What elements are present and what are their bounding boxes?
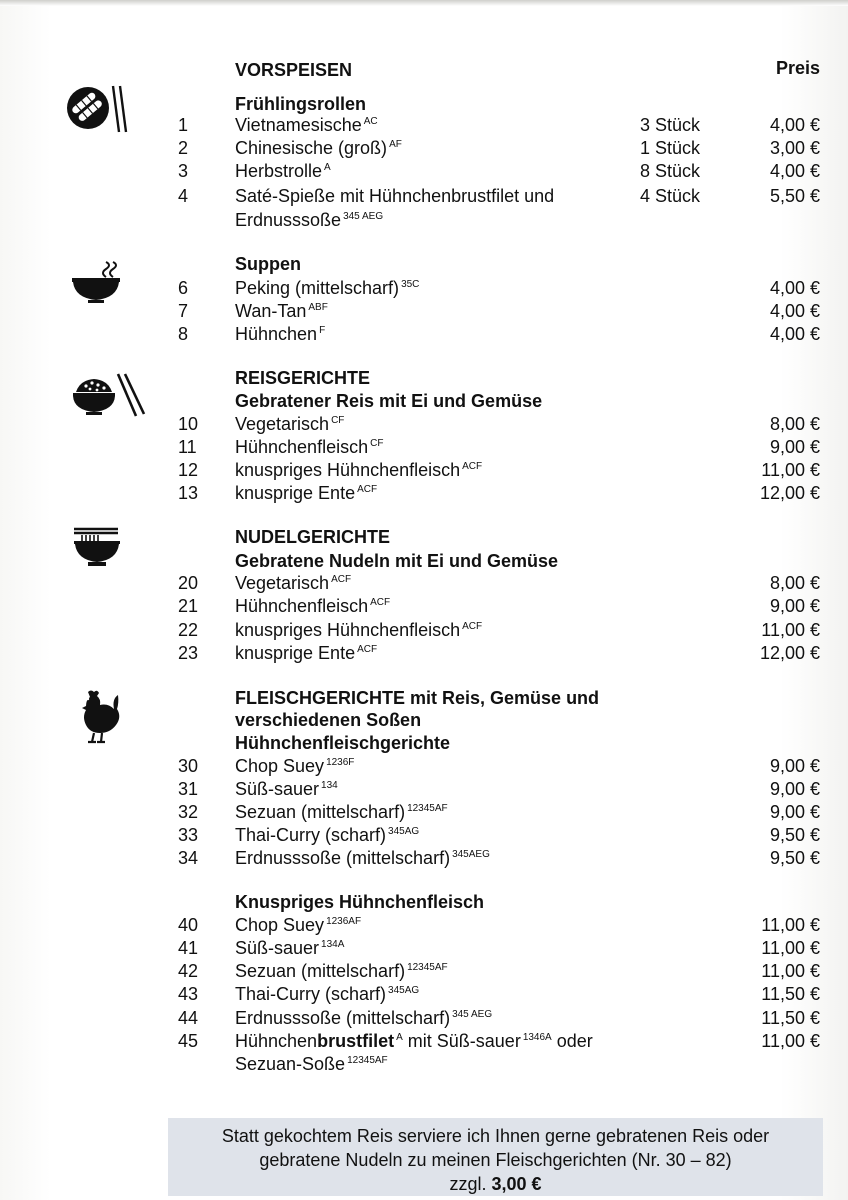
- note-line-1: Statt gekochtem Reis serviere ich Ihnen gerne gebratenen Reis oder: [221, 1126, 770, 1146]
- menu-item: [0, 984, 848, 1006]
- item-name-wrap: [235, 324, 325, 345]
- menu-item: [0, 186, 848, 208]
- menu-item: [0, 779, 848, 801]
- item-name: Erdnusssoße (mittelscharf): [235, 848, 451, 868]
- item-number: 33: [178, 825, 199, 845]
- item-price: 11,00 €: [761, 915, 820, 935]
- section-title-suppen: Suppen: [235, 254, 301, 274]
- item-price: 12,00 €: [759, 643, 820, 663]
- item-price: 4,00 €: [769, 278, 820, 298]
- allergen-codes: 345AEG: [452, 849, 490, 860]
- item-name-wrap: [235, 437, 383, 458]
- chicken-icon: [78, 688, 122, 746]
- section-title-reisgerichte: REISGERICHTE: [235, 368, 371, 388]
- subsection-title-huehnchenfleischgerichte: Hühnchenfleischgerichte: [235, 733, 451, 753]
- menu-item: [0, 1031, 848, 1053]
- item-price: 11,00 €: [761, 961, 820, 981]
- allergen-codes: 134A: [321, 939, 345, 950]
- menu-item: [0, 848, 848, 870]
- menu-item: [0, 483, 848, 505]
- item-name: Hühnchenfleisch: [235, 437, 369, 457]
- item-price: 11,00 €: [761, 620, 820, 640]
- item-price: 9,50 €: [769, 825, 820, 845]
- item-name-wrap: [235, 573, 351, 594]
- item-name-wrap: [235, 620, 482, 641]
- item-name-wrap: [235, 596, 390, 617]
- allergen-codes: ACF: [462, 461, 483, 472]
- item-number: 6: [178, 278, 189, 298]
- subsection-title-gebratene-nudeln: Gebratene Nudeln mit Ei und Gemüse: [235, 551, 559, 571]
- allergen-codes: 12345AF: [407, 962, 448, 973]
- menu-item: [0, 620, 848, 642]
- note-line-2: gebratene Nudeln zu meinen Fleischgerichten (Nr. 30 – 82): [259, 1150, 732, 1170]
- note-surcharge-price: 3,00 €: [491, 1174, 542, 1194]
- item-price: 11,00 €: [761, 460, 820, 480]
- item-name: Thai-Curry (scharf): [235, 984, 387, 1004]
- allergen-codes: 1236AF: [326, 916, 362, 927]
- item-price: 9,00 €: [769, 437, 820, 457]
- item-number: 20: [178, 573, 199, 593]
- item-price: 4,00 €: [769, 324, 820, 344]
- allergen-codes: A: [324, 162, 331, 173]
- item-price: 5,50 €: [769, 186, 820, 206]
- allergen-codes: AC: [363, 116, 378, 127]
- item-name-wrap: [235, 848, 490, 869]
- allergen-codes: 35C: [401, 279, 420, 290]
- item-number: 31: [178, 779, 199, 799]
- item-number: 42: [178, 961, 199, 981]
- item-name-wrap: [235, 643, 377, 664]
- item-number: 41: [178, 938, 199, 958]
- item-name-part: mit Süß-sauer: [407, 1031, 521, 1051]
- item-name-wrap: [235, 460, 482, 481]
- item-quantity: 8 Stück: [640, 161, 701, 181]
- item-number: 23: [178, 643, 199, 663]
- menu-item: [0, 161, 848, 183]
- item-number: 12: [178, 460, 199, 480]
- menu-item: [0, 825, 848, 847]
- item-name: knusprige Ente: [235, 483, 356, 503]
- noodle-bowl-icon: [72, 525, 122, 571]
- item-name: Chop Suey: [235, 915, 325, 935]
- item-number: 21: [178, 596, 199, 616]
- item-price: 12,00 €: [759, 483, 820, 503]
- item-price: 11,00 €: [761, 1031, 820, 1051]
- subsection-title-knuspriges-huehnchenfleisch: Knuspriges Hühnchenfleisch: [235, 892, 485, 912]
- item-quantity: 3 Stück: [640, 115, 701, 135]
- allergen-codes: ACF: [462, 621, 483, 632]
- item-number: 43: [178, 984, 199, 1004]
- item-number: 34: [178, 848, 199, 868]
- allergen-codes: ACF: [357, 484, 378, 495]
- item-number: 4: [178, 186, 189, 206]
- menu-item: [0, 301, 848, 323]
- item-name-wrap: [235, 210, 383, 231]
- allergen-codes: 12345AF: [347, 1055, 388, 1066]
- allergen-codes: 345AG: [388, 826, 420, 837]
- item-number: 7: [178, 301, 189, 321]
- allergen-codes: ABF: [308, 302, 328, 313]
- item-name-wrap: [235, 802, 448, 823]
- item-name: knuspriges Hühnchenfleisch: [235, 620, 461, 640]
- menu-item: [0, 460, 848, 482]
- item-name-wrap: [235, 483, 377, 504]
- allergen-codes: 1346A: [522, 1032, 552, 1043]
- item-number: 44: [178, 1008, 199, 1028]
- item-name-wrap: [235, 161, 331, 182]
- allergen-codes: 345 AEG: [343, 211, 384, 222]
- item-number: 3: [178, 161, 189, 181]
- item-price: 9,00 €: [769, 596, 820, 616]
- item-name: knuspriges Hühnchenfleisch: [235, 460, 461, 480]
- item-price: 8,00 €: [769, 414, 820, 434]
- item-name-wrap: [235, 1031, 593, 1052]
- item-number: 45: [178, 1031, 199, 1051]
- item-price: 11,50 €: [761, 1008, 820, 1028]
- item-name: Chop Suey: [235, 756, 325, 776]
- section-title-nudelgerichte: NUDELGERICHTE: [235, 527, 391, 547]
- item-name-wrap: [235, 301, 328, 322]
- menu-item: [0, 915, 848, 937]
- item-number: 13: [178, 483, 199, 503]
- item-number: 32: [178, 802, 199, 822]
- menu-item: [0, 938, 848, 960]
- allergen-codes: ACF: [331, 574, 352, 585]
- item-name-wrap: [235, 1008, 492, 1029]
- item-price: 8,00 €: [769, 573, 820, 593]
- item-name-wrap: [235, 984, 419, 1005]
- item-name-wrap: [235, 961, 448, 982]
- item-name: Saté-Spieße mit Hühnchenbrustfilet und: [235, 186, 555, 206]
- menu-item: [0, 596, 848, 618]
- menu-item: [0, 756, 848, 778]
- item-number: 2: [178, 138, 189, 158]
- allergen-codes: 345AG: [388, 985, 420, 996]
- menu-item: [0, 278, 848, 300]
- item-name: Erdnusssoße (mittelscharf): [235, 1008, 451, 1028]
- section-title-vorspeisen: VORSPEISEN: [235, 60, 353, 80]
- item-price: 11,50 €: [761, 984, 820, 1004]
- item-price: 9,50 €: [769, 848, 820, 868]
- item-name-wrap: [235, 115, 378, 136]
- item-name: Herbstrolle: [235, 161, 323, 181]
- item-name-wrap: [235, 278, 419, 299]
- allergen-codes: AF: [389, 139, 402, 150]
- rice-substitution-note: [168, 1118, 823, 1196]
- allergen-codes: 134: [321, 780, 338, 791]
- item-name: Vegetarisch: [235, 414, 330, 434]
- item-price: 9,00 €: [769, 779, 820, 799]
- item-name-part: oder: [556, 1031, 593, 1051]
- menu-item: [0, 573, 848, 595]
- item-name: Wan-Tan: [235, 301, 307, 321]
- item-name: Sezuan (mittelscharf): [235, 961, 406, 981]
- item-price: 4,00 €: [769, 115, 820, 135]
- item-name-wrap: [235, 138, 402, 159]
- item-quantity: 4 Stück: [640, 186, 701, 206]
- menu-item-continuation: [0, 210, 848, 232]
- allergen-codes: 1236F: [326, 757, 355, 768]
- item-price: 4,00 €: [769, 301, 820, 321]
- item-number: 11: [178, 437, 197, 457]
- item-name-wrap: [235, 825, 419, 846]
- allergen-codes: CF: [331, 415, 345, 426]
- item-name-wrap: [235, 414, 344, 435]
- item-name-wrap: [235, 915, 361, 936]
- allergen-codes: 12345AF: [407, 803, 448, 814]
- allergen-codes: ACF: [357, 644, 378, 655]
- item-number: 8: [178, 324, 189, 344]
- item-name: Chinesische (groß): [235, 138, 388, 158]
- menu-item: [0, 802, 848, 824]
- item-name-wrap: [235, 1054, 388, 1075]
- menu-item: [0, 1008, 848, 1030]
- note-line-3: [168, 1174, 823, 1195]
- item-number: 10: [178, 414, 199, 434]
- subsection-title-gebratener-reis: Gebratener Reis mit Ei und Gemüse: [235, 391, 543, 411]
- menu-item: [0, 138, 848, 160]
- item-number: 30: [178, 756, 199, 776]
- item-quantity: 1 Stück: [640, 138, 701, 158]
- item-name: Vegetarisch: [235, 573, 330, 593]
- note-surcharge-prefix: zzgl.: [449, 1174, 487, 1194]
- item-name-wrap: [235, 756, 354, 777]
- item-name: knusprige Ente: [235, 643, 356, 663]
- subsection-title-fruehlingsrollen: Frühlingsrollen: [235, 94, 367, 114]
- allergen-codes: ACF: [370, 597, 391, 608]
- section-title-fleischgerichte-line2: verschiedenen Soßen: [235, 710, 422, 730]
- menu-item: [0, 437, 848, 459]
- item-number: 40: [178, 915, 199, 935]
- page-edge: [0, 0, 848, 6]
- item-name: Thai-Curry (scharf): [235, 825, 387, 845]
- item-name-line2: Sezuan-Soße: [235, 1054, 346, 1074]
- menu-item: [0, 414, 848, 436]
- rice-bowl-chopsticks-icon: [70, 372, 148, 418]
- section-title-fleischgerichte: FLEISCHGERICHTE mit Reis, Gemüse und: [235, 688, 600, 708]
- menu-item: [0, 961, 848, 983]
- allergen-codes: CF: [370, 438, 384, 449]
- item-name: Peking (mittelscharf): [235, 278, 400, 298]
- item-name: Vietnamesische: [235, 115, 362, 135]
- item-name: Süß-sauer: [235, 779, 320, 799]
- item-price: 3,00 €: [769, 138, 820, 158]
- item-number: 1: [178, 115, 189, 135]
- item-name-line2: Erdnusssoße: [235, 210, 342, 230]
- item-name-wrap: [235, 779, 338, 800]
- menu-item: [0, 324, 848, 346]
- menu-item: [0, 115, 848, 137]
- allergen-codes: 345 AEG: [452, 1009, 493, 1020]
- item-price: 9,00 €: [769, 802, 820, 822]
- price-column-header: Preis: [775, 58, 820, 78]
- item-name: Sezuan (mittelscharf): [235, 802, 406, 822]
- item-name-wrap: [235, 938, 344, 959]
- item-number: 22: [178, 620, 199, 640]
- item-name-bold-part: brustfilet: [317, 1031, 395, 1051]
- item-price: 9,00 €: [769, 756, 820, 776]
- item-name: Süß-sauer: [235, 938, 320, 958]
- item-name: Hühnchen: [235, 324, 318, 344]
- item-name-part: Hühnchen: [235, 1031, 318, 1051]
- item-price: 11,00 €: [761, 938, 820, 958]
- item-price: 4,00 €: [769, 161, 820, 181]
- menu-item-continuation: [0, 1054, 848, 1076]
- item-name: Hühnchenfleisch: [235, 596, 369, 616]
- allergen-codes: A: [396, 1032, 403, 1043]
- allergen-codes: F: [319, 325, 326, 336]
- menu-item: [0, 643, 848, 665]
